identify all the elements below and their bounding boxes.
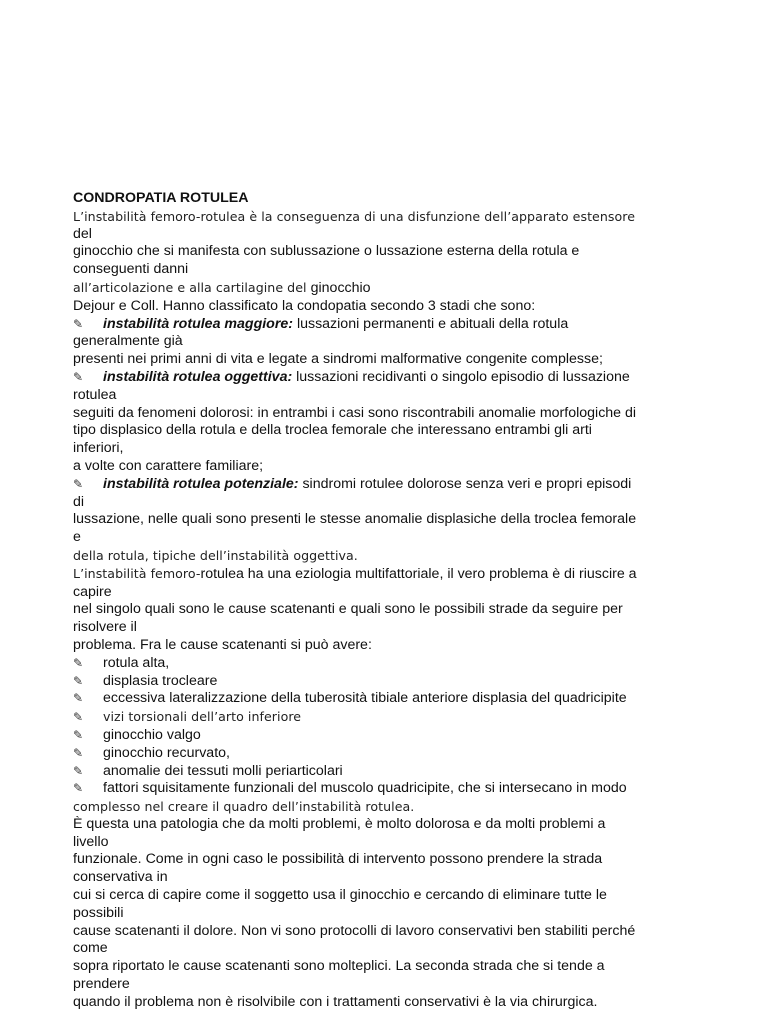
- cause-item: [73, 727, 703, 745]
- text-line: prendere: [73, 976, 130, 993]
- text-line: del: [73, 225, 92, 242]
- stage-label: instabilità rotulea maggiore:: [103, 315, 293, 332]
- pencil-bullet-icon: ✎: [73, 673, 84, 688]
- text-line: di: [73, 493, 85, 510]
- text-line: funzionale. Come in ogni caso le possibilità di intervento possono prendere la strada: [73, 851, 603, 868]
- text-line: problema. Fra le cause scatenanti si può avere:: [73, 636, 372, 653]
- text-line: complesso nel creare il quadro dell’instabilità rotulea.: [73, 799, 415, 815]
- pencil-bullet-icon: ✎: [73, 710, 84, 725]
- text-line: a volte con carattere familiare;: [73, 457, 264, 474]
- text-line: come: [73, 940, 108, 957]
- pencil-bullet-icon: ✎: [73, 691, 84, 706]
- text-line: inferiori,: [73, 440, 124, 457]
- text-line: cause scatenanti il dolore. Non vi sono protocolli di lavoro conservativi ben stabiliti perché: [73, 922, 636, 939]
- stage-item-objective: [73, 369, 703, 387]
- pencil-bullet-icon: ✎: [73, 316, 84, 331]
- stage-item-potential: [73, 476, 703, 494]
- text-fragment: ginocchio: [310, 279, 371, 296]
- text-line: conseguenti danni: [73, 261, 189, 278]
- text-line: ginocchio che si manifesta con sublussazione o lussazione esterna della rotula e: [73, 243, 580, 260]
- text-fragment: all’articolazione e alla cartilagine del: [73, 279, 311, 295]
- text-line: L’instabilità femoro-rotulea è la conseguenza di una disfunzione dell’apparato estensore: [73, 208, 636, 224]
- stage-label: instabilità rotulea potenziale:: [103, 475, 299, 492]
- pencil-bullet-icon: ✎: [73, 655, 84, 670]
- stage-text: lussazioni recidivanti o singolo episodio di lussazione: [292, 368, 630, 385]
- text-line: nel singolo quali sono le cause scatenanti e quali sono le possibili strade da seguire per: [73, 601, 623, 618]
- cause-text: vizi torsionali dell’arto inferiore: [103, 709, 302, 725]
- cause-item: [73, 690, 703, 708]
- cause-text: ginocchio recurvato,: [103, 744, 230, 761]
- text-line: seguiti da fenomeni dolorosi: in entrambi i casi sono riscontrabili anomalie morfologiche di: [73, 404, 637, 421]
- text-line: della rotula, tipiche dell’instabilità oggettiva.: [73, 547, 358, 563]
- cause-text: anomalie dei tessuti molli periarticolari: [103, 762, 343, 779]
- pencil-bullet-icon: ✎: [73, 763, 84, 778]
- text-line: generalmente già: [73, 333, 183, 350]
- cause-item: [73, 780, 703, 798]
- text-line: conservativa in: [73, 869, 168, 886]
- cause-text: ginocchio valgo: [103, 726, 201, 743]
- text-line: rotulea: [73, 386, 117, 403]
- text-fragment: rotulea ha una eziologia multifattoriale, il vero problema è di riuscire a: [200, 565, 637, 582]
- pencil-bullet-icon: ✎: [73, 369, 84, 384]
- cause-text: rotula alta,: [103, 654, 170, 671]
- pencil-bullet-icon: ✎: [73, 727, 84, 742]
- cause-item: [73, 763, 703, 781]
- text-line: lussazione, nelle quali sono presenti le stesse anomalie displasiche della troclea femorale: [73, 511, 637, 528]
- text-line: presenti nei primi anni di vita e legate a sindromi malformative congenite complesse;: [73, 351, 603, 368]
- cause-text: eccessiva lateralizzazione della tuberosità tibiale anteriore displasia del quadricipite: [103, 690, 627, 707]
- text-line: possibili: [73, 904, 124, 921]
- pencil-bullet-icon: ✎: [73, 476, 84, 491]
- document-body: [73, 190, 703, 1012]
- document-title: CONDROPATIA ROTULEA: [73, 190, 249, 206]
- stage-label: instabilità rotulea oggettiva:: [103, 368, 293, 385]
- pencil-bullet-icon: ✎: [73, 781, 84, 796]
- stage-text: sindromi rotulee dolorose senza veri e propri episodi: [298, 475, 632, 492]
- cause-item: [73, 745, 703, 763]
- text-line: tipo displasico della rotula e della troclea femorale che interessano entrambi gli arti: [73, 422, 592, 439]
- text-line: capire: [73, 583, 112, 600]
- cause-text: displasia trocleare: [103, 672, 218, 689]
- text-line: risolvere il: [73, 619, 137, 636]
- text-line: [73, 279, 703, 298]
- cause-item: [73, 708, 703, 727]
- stage-item-major: [73, 316, 703, 334]
- text-fragment: L’instabilità femoro-: [73, 565, 201, 581]
- text-line: livello: [73, 833, 109, 850]
- stage-text: lussazioni permanenti e abituali della rotula: [293, 315, 569, 332]
- text-line: È questa una patologia che da molti problemi, è molto dolorosa e da molti problemi a: [73, 815, 606, 832]
- cause-item: [73, 673, 703, 691]
- text-line: quando il problema non è risolvibile con i trattamenti conservativi è la via chirurgica.: [73, 993, 598, 1010]
- pencil-bullet-icon: ✎: [73, 745, 84, 760]
- text-line: Dejour e Coll. Hanno classificato la condopatia secondo 3 stadi che sono:: [73, 297, 536, 314]
- text-line: cui si cerca di capire come il soggetto usa il ginocchio e cercando di eliminare tutte le: [73, 887, 607, 904]
- text-line: [73, 565, 703, 584]
- text-line: e: [73, 529, 81, 546]
- cause-item: [73, 655, 703, 673]
- text-line: sopra riportato le cause scatenanti sono molteplici. La seconda strada che si tende a: [73, 958, 605, 975]
- cause-text: fattori squisitamente funzionali del muscolo quadricipite, che si intersecano in modo: [103, 780, 627, 797]
